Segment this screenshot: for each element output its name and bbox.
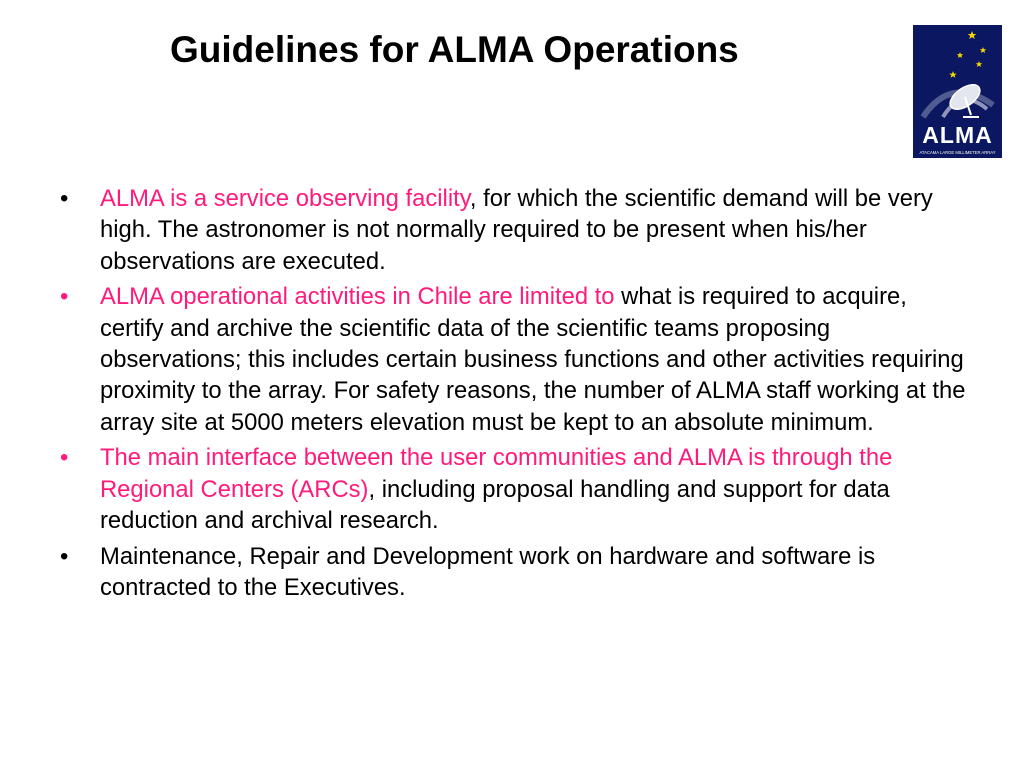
alma-telescope-logo-icon bbox=[913, 25, 1002, 158]
bullet-highlight: ALMA operational activities in Chile are limited to bbox=[100, 283, 615, 311]
bullet-item bbox=[60, 281, 970, 437]
star-icon bbox=[976, 61, 983, 67]
bullet-highlight: ALMA is a service observing facility bbox=[100, 185, 470, 212]
bullet-highlight: The main interface between the user communities and ALMA is through the Regional Centers (ARCs) bbox=[100, 444, 893, 503]
logo-subtext: ATACAMA LARGE MILLIMETER ARRAY bbox=[919, 150, 996, 155]
bullet-text: Maintenance, Repair and Development work on hardware and software is contracted to the Executives. bbox=[100, 542, 876, 602]
star-icon bbox=[980, 47, 987, 53]
bullet-marker: • bbox=[60, 444, 69, 472]
bullet-marker: • bbox=[60, 283, 69, 311]
alma-logo bbox=[913, 25, 1002, 158]
bullet-item bbox=[60, 183, 970, 277]
star-icon bbox=[957, 52, 964, 58]
logo-text: ALMA bbox=[922, 122, 993, 148]
slide-title: Guidelines for ALMA Operations bbox=[170, 29, 739, 70]
bullet-list bbox=[60, 183, 970, 608]
bullet-text: , including proposal handling and support for data reduction and archival research. bbox=[100, 475, 890, 534]
bullet-marker: • bbox=[60, 185, 69, 212]
star-icon bbox=[949, 71, 957, 78]
bullet-item bbox=[60, 541, 970, 604]
star-icon bbox=[968, 31, 977, 39]
bullet-marker: • bbox=[60, 542, 69, 570]
bullet-text: , for which the scientific demand will be very high. The astronomer is not normally required to be present when his/her observations are executed. bbox=[100, 185, 933, 275]
bullet-item bbox=[60, 442, 970, 536]
bullet-text: what is required to acquire, certify and archive the scientific data of the scientific teams proposing observations; this includes certain business functions and other activities requiring proximity to the array. For safety reasons, the number of ALMA staff working at the array site at 5000 meters elevation must be kept to an absolute minimum. bbox=[100, 283, 966, 436]
